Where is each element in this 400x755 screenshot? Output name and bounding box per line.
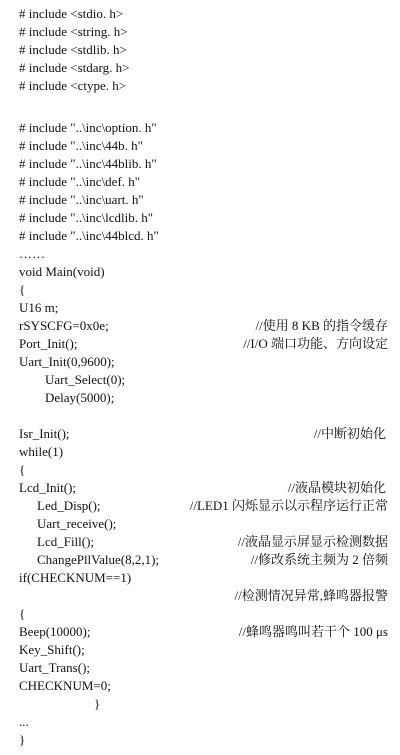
code-line — [0, 659, 400, 677]
code-text: # include "..\inc\lcdlib. h" — [19, 210, 154, 225]
code-text: # include <stdio. h> — [19, 6, 124, 21]
code-text: U16 m; — [19, 300, 59, 315]
code-line — [0, 443, 400, 461]
code-line — [0, 209, 400, 227]
code-line — [0, 191, 400, 209]
code-line — [0, 533, 400, 551]
code-line — [0, 461, 400, 479]
code-text: Key_Shift(); — [19, 642, 85, 657]
code-comment: //使用 8 KB 的指令缓存 — [255, 318, 388, 333]
code-text: Delay(5000); — [45, 390, 115, 405]
code-text: { — [19, 282, 26, 297]
code-comment: //LED1 闪烁显示以示程序运行正常 — [189, 498, 388, 513]
code-text: Port_Init(); — [19, 336, 78, 351]
code-line — [0, 407, 400, 425]
code-line — [0, 515, 400, 533]
code-text: Led_Disp(); — [37, 498, 101, 513]
code-comment: //检测情况异常,蜂鸣器报警 — [234, 588, 388, 603]
code-line — [0, 677, 400, 695]
code-line — [0, 23, 400, 41]
code-comment: //中断初始化 — [313, 426, 386, 441]
code-text: CHECKNUM=0; — [19, 678, 111, 693]
code-text: Uart_Select(0); — [45, 372, 126, 387]
code-text: { — [19, 462, 26, 477]
code-line — [0, 479, 400, 497]
code-line — [0, 623, 400, 641]
code-text: # include <ctype. h> — [19, 78, 127, 93]
code-comment: //液晶模块初始化 — [287, 480, 386, 495]
code-line — [0, 59, 400, 77]
code-text: # include "..\inc\44b. h" — [19, 138, 143, 153]
code-text: { — [19, 606, 26, 621]
code-line — [0, 335, 400, 353]
code-line — [0, 77, 400, 95]
code-line — [0, 389, 400, 407]
code-comment: //蜂鸣器鸣叫若干个 100 μs — [238, 624, 388, 639]
code-line — [0, 227, 400, 245]
code-line — [0, 281, 400, 299]
code-line — [0, 713, 400, 731]
code-text: } — [19, 732, 26, 747]
code-line — [0, 173, 400, 191]
code-line — [0, 425, 400, 443]
code-text: Lcd_Fill(); — [37, 534, 95, 549]
code-comment: //I/O 端口功能、方向设定 — [243, 336, 388, 351]
code-line — [0, 695, 400, 713]
code-text: Uart_Trans(); — [19, 660, 91, 675]
code-text: Isr_Init(); — [19, 426, 70, 441]
code-text: if(CHECKNUM==1) — [19, 570, 132, 585]
code-text: ... — [19, 714, 29, 729]
code-text: Lcd_Init(); — [19, 480, 77, 495]
code-text: # include "..\inc\option. h" — [19, 120, 157, 135]
code-line — [0, 569, 400, 587]
code-line — [0, 353, 400, 371]
code-text: Uart_Init(0,9600); — [19, 354, 115, 369]
code-text: # include "..\inc\uart. h" — [19, 192, 144, 207]
code-text: # include <string. h> — [19, 24, 128, 39]
code-text: while(1) — [19, 444, 64, 459]
code-text: Beep(10000); — [19, 624, 91, 639]
code-line — [0, 41, 400, 59]
code-line — [0, 551, 400, 569]
code-line — [0, 641, 400, 659]
code-text: # include <stdarg. h> — [19, 60, 130, 75]
code-comment: //液晶显示屏显示检测数据 — [237, 534, 388, 549]
code-line — [0, 317, 400, 335]
code-text: # include "..\inc\44blcd. h" — [19, 228, 159, 243]
code-line — [0, 263, 400, 281]
code-text: rSYSCFG=0x0e; — [19, 318, 109, 333]
code-line — [0, 605, 400, 623]
code-text: void Main(void) — [19, 264, 105, 279]
code-line — [0, 137, 400, 155]
code-text: …… — [19, 246, 45, 261]
code-text: ChangePllValue(8,2,1); — [37, 552, 160, 567]
code-line — [0, 245, 400, 263]
code-line — [0, 5, 400, 23]
code-text: # include "..\inc\def. h" — [19, 174, 141, 189]
code-text: Uart_receive(); — [37, 516, 117, 531]
code-line — [0, 497, 400, 515]
code-text: } — [94, 696, 101, 711]
code-line — [0, 155, 400, 173]
code-line — [0, 731, 400, 749]
code-line — [0, 119, 400, 137]
code-line — [0, 587, 400, 605]
code-line — [0, 371, 400, 389]
code-comment: //修改系统主频为 2 倍频 — [250, 552, 388, 567]
code-line — [0, 299, 400, 317]
code-line — [0, 101, 400, 119]
code-text: # include "..\inc\44blib. h" — [19, 156, 157, 171]
code-text: # include <stdlib. h> — [19, 42, 127, 57]
